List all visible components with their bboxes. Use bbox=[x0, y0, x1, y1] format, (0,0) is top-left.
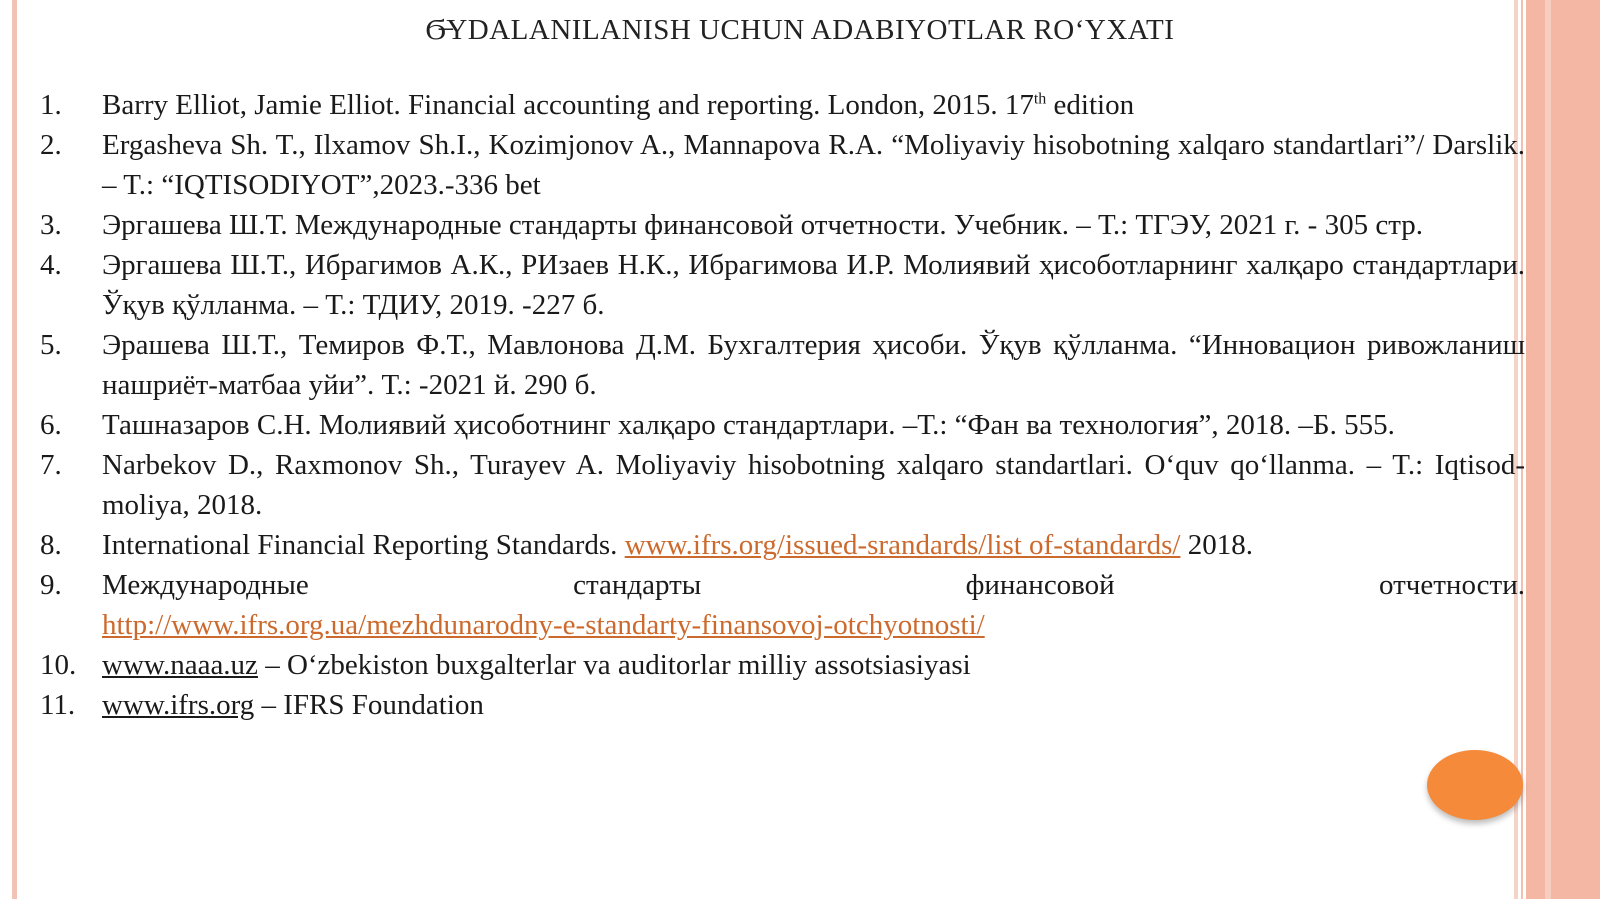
list-item bbox=[40, 685, 1525, 725]
item-text: Narbekov D., Raxmonov Sh., Turayev A. Moliyaviy hisobotning xalqaro standartlari. O‘quv qo‘llanma. – T.: Iqtisod-moliya, 2018. bbox=[102, 449, 1525, 521]
item-text: Ergasheva Sh. T., Ilxamov Sh.I., Kozimjonov A., Mannapova R.A. “Moliyaviy hisobotning xalqaro standartlari”/ Darslik. – T.: “IQTISODIYOT”,2023.-336 bet bbox=[102, 129, 1525, 201]
item-text: Эрашева Ш.Т., Темиров Ф.Т., Мавлонова Д.М. Бухгалтерия ҳисоби. Ўқув қўлланма. “Инновацион ривожланиш нашриёт-матбаа уйи”. Т.: -2021 й. 290 б. bbox=[102, 329, 1525, 401]
list-item bbox=[40, 565, 1525, 645]
item-text: Эргашева Ш.Т., Ибрагимов А.К., РИзаев Н.К., Ибрагимова И.Р. Молиявий ҳисоботларнинг халқаро стандартлари. Ўқув қўлланма. – Т.: ТДИУ, 2019. -227 б. bbox=[102, 249, 1525, 321]
item-word: стандарты bbox=[573, 569, 702, 601]
list-item bbox=[40, 405, 1525, 445]
item-number: 10. bbox=[40, 649, 77, 681]
item-text-part: 2018. bbox=[1180, 529, 1253, 561]
list-item bbox=[40, 525, 1525, 565]
right-accent-panel bbox=[1526, 0, 1600, 899]
superscript: th bbox=[1033, 90, 1047, 108]
ifrs-org-link[interactable]: www.ifrs.org bbox=[102, 689, 255, 721]
page-title: Ϭ̶YDALANILANISH UCHUN ADABIYOTLAR RO‘YXATI bbox=[425, 14, 1175, 46]
justified-words-row bbox=[102, 565, 1525, 605]
list-item bbox=[40, 125, 1525, 205]
list-item bbox=[40, 325, 1525, 405]
orange-circle-decoration bbox=[1427, 750, 1523, 820]
item-number: 8. bbox=[40, 529, 62, 561]
item-number: 5. bbox=[40, 329, 62, 361]
list-item bbox=[40, 445, 1525, 525]
item-number: 11. bbox=[40, 689, 76, 721]
right-accent-inner-stripe bbox=[1545, 0, 1551, 899]
list-item bbox=[40, 205, 1525, 245]
ifrs-org-ua-link[interactable]: http://www.ifrs.org.ua/mezhdunarodny-e-standarty-finansovoj-otchyotnosti/ bbox=[102, 609, 985, 641]
item-number: 9. bbox=[40, 569, 62, 601]
item-text-part: – IFRS Foundation bbox=[254, 689, 484, 721]
item-number: 3. bbox=[40, 209, 62, 241]
ifrs-standards-link[interactable]: www.ifrs.org/issued-srandards/list of-standards/ bbox=[624, 529, 1181, 561]
item-number: 2. bbox=[40, 129, 62, 161]
item-text-part: International Financial Reporting Standards. bbox=[102, 529, 625, 561]
item-number: 4. bbox=[40, 249, 62, 281]
item-text bbox=[102, 645, 1525, 685]
item-word: финансовой bbox=[965, 569, 1115, 601]
item-number: 6. bbox=[40, 409, 62, 441]
item-text-part: Barry Elliot, Jamie Elliot. Financial accounting and reporting. London, 2015. 17 bbox=[102, 89, 1034, 121]
left-border-stripe bbox=[12, 0, 17, 899]
item-text bbox=[102, 85, 1525, 125]
list-item bbox=[40, 245, 1525, 325]
item-text: Ташназаров С.Н. Молиявий ҳисоботнинг халқаро стандартлари. –Т.: “Фан ва технология”, 2018. –Б. 555. bbox=[102, 409, 1395, 441]
bibliography-list bbox=[40, 85, 1525, 725]
item-text-part: – O‘zbekiston buxgalterlar va auditorlar milliy assotsiasiyasi bbox=[257, 649, 971, 681]
item-word: отчетности. bbox=[1379, 569, 1525, 601]
list-item bbox=[40, 645, 1525, 685]
item-number: 7. bbox=[40, 449, 62, 481]
item-word: Международные bbox=[102, 569, 309, 601]
item-text bbox=[102, 565, 1525, 645]
item-text bbox=[102, 685, 1525, 725]
item-text bbox=[102, 525, 1525, 565]
item-text: Эргашева Ш.Т. Международные стандарты финансовой отчетности. Учебник. – Т.: ТГЭУ, 2021 г. - 305 стр. bbox=[102, 209, 1423, 241]
naaa-uz-link[interactable]: www.naaa.uz bbox=[102, 649, 258, 681]
list-item bbox=[40, 85, 1525, 125]
item-text-part: edition bbox=[1046, 89, 1135, 121]
item-number: 1. bbox=[40, 89, 62, 121]
